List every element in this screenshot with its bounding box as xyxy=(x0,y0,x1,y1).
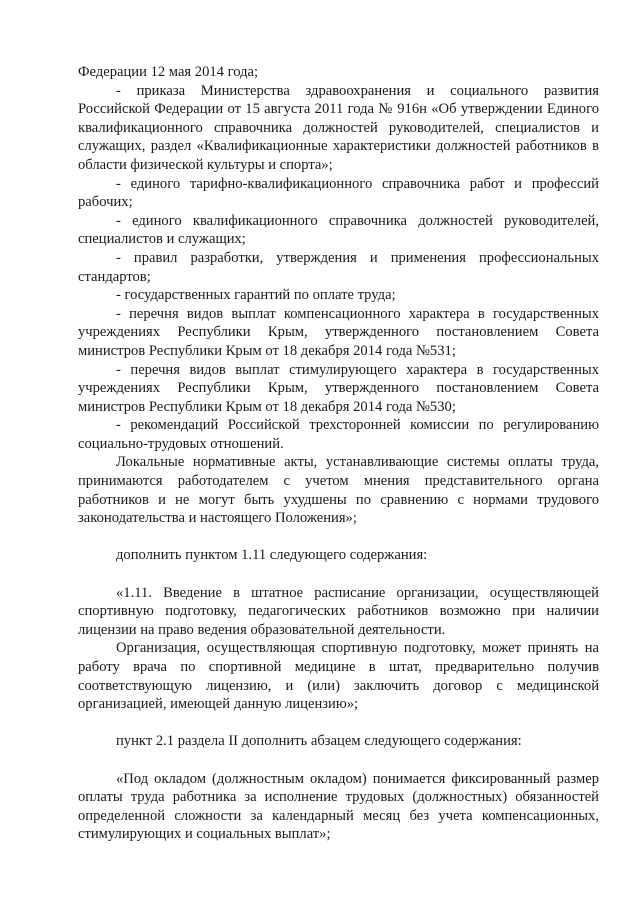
paragraph-item-2-1: пункт 2.1 раздела II дополнить абзацем следующего содержания: xyxy=(116,733,522,750)
spacer xyxy=(78,565,599,584)
paragraph-item-1-11: «1.11. Введение в штатное расписание организации, осуществляющей спортивную подготовку, педагогических работников возможно при наличии лицензии на право ведения образовательной деятельности. xyxy=(78,584,599,638)
paragraph-compensation-payments: - перечня видов выплат компенсационного характера в государственных учреждениях Республики Крым, утвержденного постановлением Совета министров Республики Крым от 18 декабря 2014 года №531; xyxy=(78,305,599,359)
paragraph-tripartite-commission: - рекомендаций Российской трехсторонней комиссии по регулированию социально-трудовых отношений. xyxy=(78,417,599,452)
paragraph-federation-date: Федерации 12 мая 2014 года; xyxy=(78,64,259,80)
paragraph-state-guarantees: - государственных гарантий по оплате труда; xyxy=(116,287,396,304)
spacer xyxy=(78,714,599,733)
paragraph-professional-standards: - правил разработки, утверждения и применения профессиональных стандартов; xyxy=(78,249,599,285)
paragraph-qualification-handbook: - единого квалификационного справочника должностей руководителей, специалистов и служащих; xyxy=(78,212,599,248)
document-body xyxy=(78,63,599,844)
paragraph-local-acts: Локальные нормативные акты, устанавливающие системы оплаты труда, принимаются работодателем с учетом мнения представительного органа работников и не могут быть ухудшены по сравнению с нормами трудового законодательства и настоящего Положения»; xyxy=(78,454,599,527)
paragraph-add-item-1-11: дополнить пунктом 1.11 следующего содержания: xyxy=(116,547,428,564)
spacer xyxy=(78,528,599,547)
paragraph-tariff-handbook: - единого тарифно-квалификационного справочника работ и профессий рабочих; xyxy=(78,175,599,211)
paragraph-sports-medicine: Организация, осуществляющая спортивную подготовку, может принять на работу врача по спортивной медицине в штат, предварительно получив соответствующую лицензию, и (или) заключить договор с медицинской организацией, имеющей данную лицензию»; xyxy=(78,640,599,713)
paragraph-order-916n: - приказа Министерства здравоохранения и социального развития Российской Федерации от 15 августа 2011 года № 916н «Об утверждении Единого квалификационного справочника должностей руководителей, специалистов и служащих, раздел «Квалификационные характеристики должностей работников в области физической культуры и спорта»; xyxy=(78,82,599,173)
paragraph-incentive-payments: - перечня видов выплат стимулирующего характера в государственных учреждениях Республики Крым, утвержденного постановлением Совета министров Республики Крым от 18 декабря 2014 года №530; xyxy=(78,361,599,415)
paragraph-salary-definition: «Под окладом (должностным окладом) понимается фиксированный размер оплаты труда работника за исполнение трудовых (должностных) обязанностей определенной сложности за календарный месяц без учета компенсационных, стимулирующих и социальных выплат»; xyxy=(78,770,599,843)
spacer xyxy=(78,751,599,770)
